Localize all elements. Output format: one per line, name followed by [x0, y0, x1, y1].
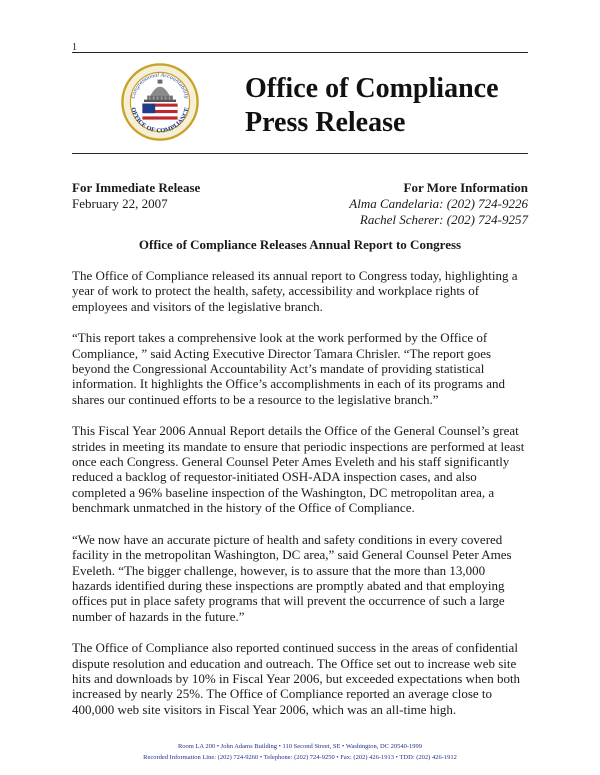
address-footer [72, 741, 528, 763]
release-label: For Immediate Release [72, 180, 201, 195]
masthead-title [245, 72, 499, 140]
body-paragraph-3: This Fiscal Year 2006 Annual Report details the Office of the General Counsel’s great strides in meeting its mandate to ensure that periodic inspections are performed at least once each Congress. General Counsel Peter Ames Eveleth and his staff significantly reduced a backlog of requestor-initiated OSH-ADA inspection cases, and also completed a 96% baseline inspection of the Washington, DC metropolitan area, a benchmark unmatched in the history of the Office of Compliance. [72, 423, 525, 516]
masthead-line-2: Press Release [245, 107, 406, 138]
page-number: 1 [72, 42, 77, 53]
header-top-rule [72, 52, 528, 53]
body-paragraph-4: “We now have an accurate picture of health and safety conditions in every covered facility in the metropolitan Washington, DC area,” said General Counsel Peter Ames Eveleth. “The bigger challenge, however, is to assure that the more than 13,000 hazards identified during these inspections are promptly abated and that employing offices put in place safety programs that will prevent the occurrence of such a large number of hazards in the future.” [72, 531, 512, 624]
header-bottom-rule [72, 153, 528, 154]
office-of-compliance-seal [120, 62, 200, 142]
release-date: February 22, 2007 [72, 196, 168, 211]
svg-text:OFFICE OF COMPLIANCE: OFFICE OF COMPLIANCE [129, 107, 191, 135]
contact-label: For More Information [403, 180, 528, 195]
body-paragraph-1: The Office of Compliance released its annual report to Congress today, highlighting a year of work to protect the health, safety, accessibility and workplace rights of employees and visitors of the legislative branch. [72, 268, 518, 314]
footer-phone-line: Recorded Information Line: (202) 724-9260 • Telephone: (202) 724-9250 • Fax: (202) 426-1913 • TDD: (202) 426-1912 [143, 754, 457, 761]
press-release-body [72, 268, 528, 733]
body-paragraph-5: The Office of Compliance also reported continued success in the areas of confidential dispute resolution and education and outreach. The Office set out to increase web site hits and downloads by 10% in Fiscal Year 2006, but exceeded expectations when both increased by nearly 25%. The Office of Compliance reported an average close to 400,000 web site visitors in Fiscal Year 2006, which was an all-time high. [72, 640, 521, 717]
release-info [72, 180, 200, 212]
contact-info [349, 180, 528, 228]
contact-2: Rachel Scherer: (202) 724-9257 [359, 212, 528, 227]
press-release-headline: Office of Compliance Releases Annual Report to Congress [138, 237, 462, 252]
svg-text:Congressional Accountability: Congressional Accountability [130, 72, 190, 100]
contact-1: Alma Candelaria: (202) 724-9226 [349, 196, 528, 211]
masthead-line-1: Office of Compliance [245, 73, 499, 104]
footer-address-line: Room LA 200 • John Adams Building • 110 Second Street, SE • Washington, DC 20540-1999 [177, 743, 423, 750]
body-paragraph-2: “This report takes a comprehensive look at the work performed by the Office of Compliance, ” said Acting Executive Director Tamara Chrisler. “The report goes beyond the Congressional Accountability Act’s mandate of providing statistical information. It highlights the Office’s accomplishments in each of its programs and shares our continued efforts to be a resource to the legislative branch.” [72, 330, 505, 407]
